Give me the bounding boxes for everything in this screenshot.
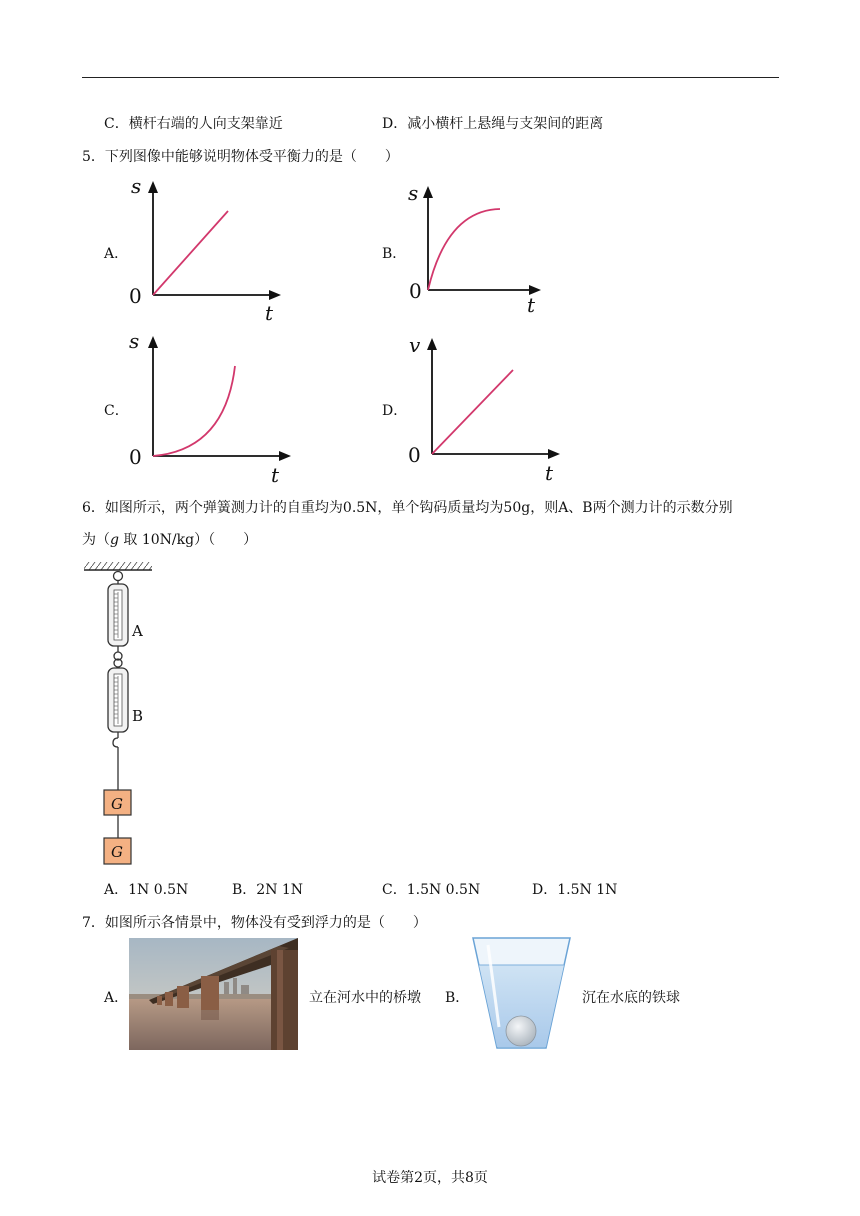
q5-graph-d-ylabel: v [409, 333, 421, 357]
q5-graph-a-xlabel: t [265, 301, 274, 325]
q5-option-c-label[interactable]: C． [104, 403, 129, 419]
q5-option-d-label[interactable]: D． [382, 403, 408, 419]
q5-graph-c-xlabel: t [271, 463, 280, 487]
q6-option-b[interactable]: B．2N 1N [232, 882, 304, 898]
q5-graph-c-origin: 0 [129, 445, 142, 469]
q5-graph-a-ylabel: s [131, 174, 142, 198]
q7-option-a-caption: 立在河水中的桥墩 [309, 990, 421, 1006]
header-rule [82, 77, 779, 78]
q7-option-b-label[interactable]: B． [445, 990, 470, 1006]
q5-graph-b [405, 180, 565, 325]
q7-stem: 7．如图所示各情景中，物体没有受到浮力的是（ ） [82, 915, 427, 931]
top-ring [114, 572, 123, 581]
q5-graph-b-xlabel: t [527, 293, 536, 317]
q5-graph-d-origin: 0 [408, 443, 421, 467]
q5-graph-a-origin: 0 [129, 284, 142, 308]
q6-spring-scale-figure [80, 558, 190, 868]
q5-graph-b-ylabel: s [408, 181, 419, 205]
page-footer: 试卷第2页，共8页 [372, 1170, 488, 1186]
q5-graph-c [125, 330, 295, 485]
q5-graph-b-origin: 0 [409, 279, 422, 303]
weight-1-label: G [111, 795, 123, 813]
meter-a-label: A [132, 622, 143, 640]
q5-graph-c-curve [153, 366, 235, 456]
q5-graph-d-curve [432, 370, 513, 454]
meter-a [108, 584, 128, 646]
q5-option-b-label[interactable]: B． [382, 246, 407, 262]
q6-stem-line1: 6．如图所示，两个弹簧测力计的自重均为0.5N，单个钩码质量均为50g，则A、B两个测力计的示数分别 [82, 500, 733, 516]
q5-option-a-label[interactable]: A． [104, 246, 129, 262]
q5-graph-b-curve [428, 209, 500, 290]
q5-graph-a-curve [153, 211, 228, 295]
bottom-hook [113, 738, 118, 747]
q5-stem: 5．下列图像中能够说明物体受平衡力的是（ ） [82, 149, 399, 165]
q6-option-c[interactable]: C．1.5N 0.5N [382, 882, 481, 898]
beaker-figure [470, 935, 573, 1053]
q5-graph-d [405, 332, 570, 485]
meter-b [108, 668, 128, 732]
option-c-prev: C．横杆右端的人向支架靠近 [104, 116, 283, 132]
q6-stem-line2: 为（g 取 10N/kg）（ ） [82, 532, 258, 548]
q5-graph-a [125, 175, 285, 325]
bridge-photo [129, 938, 298, 1050]
q7-option-b-caption: 沉在水底的铁球 [582, 990, 680, 1006]
q6-option-d[interactable]: D．1.5N 1N [532, 882, 618, 898]
q5-graph-d-xlabel: t [545, 461, 554, 485]
q6-option-a[interactable]: A．1N 0.5N [104, 882, 189, 898]
q7-option-a-label[interactable]: A． [104, 990, 129, 1006]
ceiling-hatch [84, 562, 152, 570]
q5-graph-c-ylabel: s [129, 329, 140, 353]
iron-ball [506, 1016, 536, 1046]
meter-b-label: B [132, 707, 144, 725]
weight-2-label: G [111, 843, 123, 861]
option-d-prev: D．减小横杆上悬绳与支架间的距离 [382, 116, 604, 132]
